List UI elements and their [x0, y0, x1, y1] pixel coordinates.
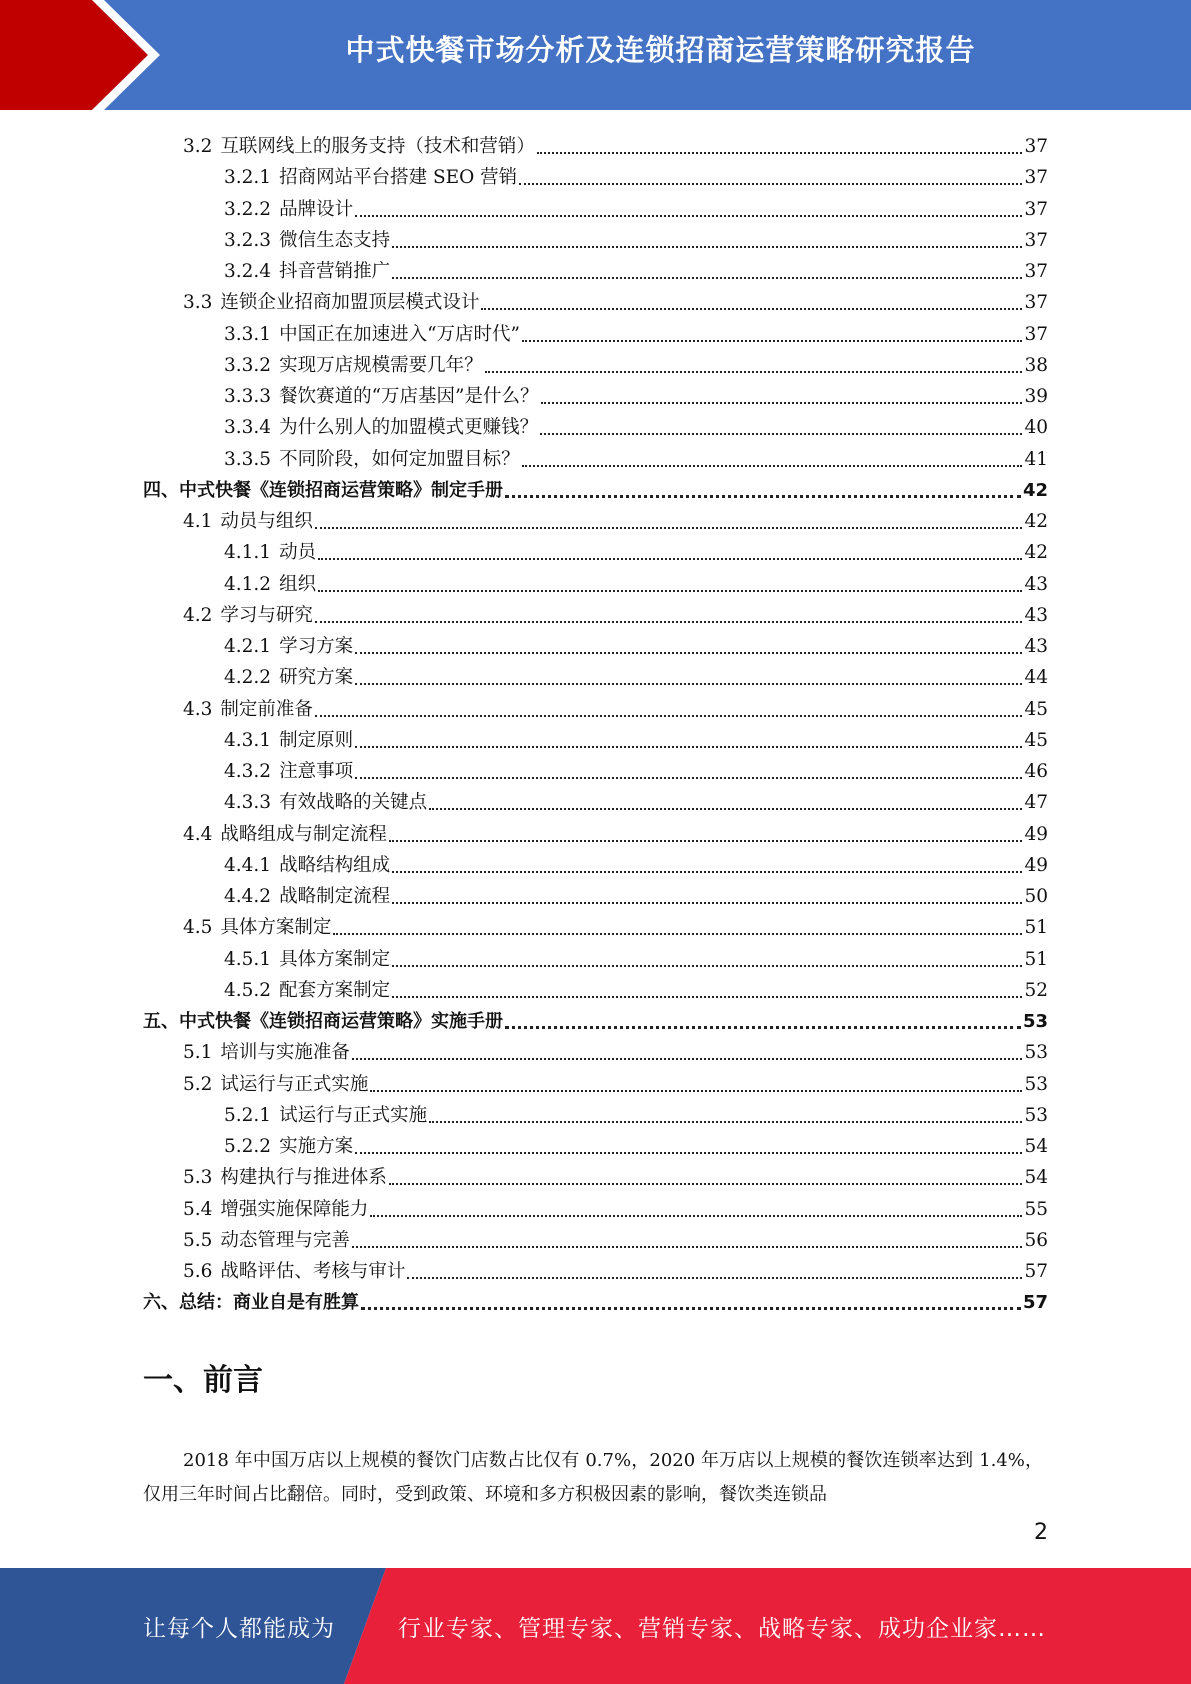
toc-entry[interactable]	[183, 503, 1048, 534]
toc-entry-title	[224, 385, 539, 409]
toc-entry[interactable]	[224, 159, 1048, 190]
toc-entry-label: 品牌设计	[279, 198, 354, 220]
toc-entry-title	[224, 573, 316, 597]
toc-entry-title	[224, 760, 353, 784]
toc-entry-number: 4.3.3	[224, 792, 272, 814]
toc-entry-label: 学习与研究	[220, 604, 313, 626]
toc-entry-title	[224, 1135, 353, 1159]
toc-entry-page: 49	[1024, 854, 1048, 876]
page-number: 2	[1034, 1520, 1048, 1545]
toc-dot-leader	[315, 527, 1023, 529]
toc-entry-label: 战略结构组成	[279, 854, 391, 876]
toc-entry[interactable]	[224, 941, 1048, 972]
toc-entry-number: 3.2.1	[224, 167, 272, 189]
toc-entry-label: 配套方案制定	[279, 979, 391, 1001]
toc-dot-leader	[505, 495, 1021, 498]
toc-entry-number: 5.2.1	[224, 1104, 272, 1126]
toc-entry-number: 3.3.4	[224, 417, 272, 439]
toc-entry-label: 餐饮赛道的“万店基因”是什么？	[279, 386, 539, 407]
toc-entry-title	[183, 510, 313, 534]
toc-entry-title	[224, 666, 353, 690]
toc-entry[interactable]	[183, 597, 1048, 628]
toc-entry-page: 53	[1024, 1104, 1048, 1126]
section-title: 一、前言	[143, 1363, 263, 1398]
toc-entry-title	[224, 979, 390, 1003]
toc-entry-label: 实施方案	[279, 1136, 354, 1157]
toc-entry-number: 5.4	[183, 1198, 213, 1220]
toc-entry-number: 4.5.2	[224, 979, 272, 1001]
toc-entry-page: 43	[1024, 573, 1048, 595]
toc-entry-number: 4.3	[183, 698, 213, 720]
toc-dot-leader	[318, 590, 1022, 592]
toc-dot-leader	[392, 902, 1022, 904]
toc-entry[interactable]	[224, 566, 1048, 597]
toc-entry-page: 51	[1024, 917, 1048, 939]
toc-dot-leader	[370, 1090, 1022, 1092]
toc-entry-title	[224, 541, 316, 565]
toc-entry-page: 54	[1024, 1167, 1048, 1189]
toc-entry-page: 43	[1024, 636, 1048, 657]
toc-entry-number: 3.2	[183, 136, 213, 157]
toc-entry-page: 37	[1024, 261, 1048, 282]
toc-entry-number: 4.1.1	[224, 542, 272, 564]
toc-entry[interactable]	[143, 1284, 1048, 1315]
toc-dot-leader	[389, 840, 1023, 842]
toc-entry-page: 37	[1024, 198, 1048, 220]
toc-dot-leader	[392, 996, 1022, 998]
toc-dot-leader	[392, 965, 1022, 967]
toc-entry-page: 42	[1024, 542, 1048, 564]
toc-entry[interactable]	[183, 1253, 1048, 1284]
toc-entry-title	[183, 1260, 405, 1284]
toc-dot-leader	[522, 340, 1022, 342]
toc-entry-label: 具体方案制定	[220, 917, 332, 939]
toc-entry-title	[224, 729, 353, 753]
toc-dot-leader	[505, 1026, 1021, 1029]
toc-entry[interactable]	[224, 722, 1048, 753]
toc-entry-number: 3.3	[183, 292, 213, 314]
toc-entry-page: 51	[1024, 948, 1048, 970]
toc-dot-leader	[481, 308, 1022, 310]
toc-entry-title	[224, 854, 390, 878]
toc-entry-number: 4.2.1	[224, 636, 272, 657]
toc-entry-title	[183, 1198, 368, 1222]
toc-entry[interactable]	[224, 191, 1048, 222]
toc-entry[interactable]	[183, 1034, 1048, 1065]
toc-entry-title	[224, 635, 353, 659]
toc-dot-leader	[361, 1307, 1021, 1310]
toc-dot-leader	[315, 715, 1023, 717]
toc-entry[interactable]	[224, 1128, 1048, 1159]
toc-entry-label: 战略评估、考核与审计	[220, 1261, 406, 1282]
toc-entry[interactable]	[224, 347, 1048, 378]
toc-entry[interactable]	[183, 128, 1048, 159]
toc-entry-label: 互联网线上的服务支持（技术和营销）	[220, 136, 535, 157]
toc-entry-label: 动态管理与完善	[220, 1229, 350, 1251]
toc-entry-page: 54	[1024, 1136, 1048, 1157]
toc-entry-page: 37	[1024, 292, 1048, 314]
toc-entry-page: 55	[1024, 1198, 1048, 1220]
toc-dot-leader	[389, 1183, 1023, 1185]
toc-entry-label: 四、中式快餐《连锁招商运营策略》制定手册	[143, 479, 503, 501]
toc-dot-leader	[392, 871, 1022, 873]
toc-entry-title	[143, 1010, 503, 1034]
toc-entry-label: 为什么别人的加盟模式更赚钱？	[279, 417, 539, 439]
toc-entry-label: 战略制定流程	[279, 886, 391, 907]
toc-dot-leader	[370, 1215, 1022, 1217]
toc-entry-label: 有效战略的关键点	[279, 792, 428, 814]
toc-entry-page: 37	[1024, 229, 1048, 251]
toc-entry[interactable]	[224, 378, 1048, 409]
toc-entry-label: 学习方案	[279, 636, 354, 657]
toc-entry-label: 动员	[279, 542, 317, 564]
toc-dot-leader	[355, 777, 1022, 779]
toc-entry-number: 5.3	[183, 1167, 213, 1189]
toc-entry-number: 4.4.2	[224, 886, 272, 907]
toc-entry[interactable]	[183, 284, 1048, 315]
toc-entry-label: 六、总结：商业自是有胜算	[143, 1292, 359, 1314]
toc-entry-page: 37	[1024, 167, 1048, 189]
toc-entry-number: 4.5.1	[224, 948, 272, 970]
toc-entry-label: 注意事项	[279, 761, 354, 782]
toc-entry-page: 45	[1024, 698, 1048, 720]
toc-entry-title	[224, 323, 520, 347]
header-title: 中式快餐市场分析及连锁招商运营策略研究报告	[345, 33, 976, 67]
toc-entry-label: 制定原则	[279, 729, 354, 751]
toc-entry-page: 37	[1024, 323, 1048, 345]
toc-entry[interactable]	[183, 816, 1048, 847]
toc-entry-title	[224, 260, 390, 284]
toc-dot-leader	[522, 465, 1023, 467]
toc-entry[interactable]	[224, 628, 1048, 659]
toc-entry[interactable]	[224, 659, 1048, 690]
footer-slogan-left: 让每个人都能成为	[143, 1616, 335, 1642]
toc-entry-title	[183, 698, 313, 722]
toc-entry-title	[224, 166, 517, 190]
toc-entry-page: 50	[1024, 886, 1048, 907]
toc-entry[interactable]	[143, 472, 1048, 503]
toc-entry-title	[224, 791, 427, 815]
toc-entry-number: 4.1.2	[224, 573, 272, 595]
toc-dot-leader	[540, 433, 1022, 435]
toc-dot-leader	[407, 1277, 1022, 1279]
toc-dot-leader	[355, 683, 1022, 685]
toc-entry[interactable]	[224, 253, 1048, 284]
toc-entry-number: 3.3.1	[224, 323, 272, 345]
page-footer	[0, 1568, 1191, 1684]
toc-entry[interactable]	[224, 878, 1048, 909]
toc-entry-number: 5.6	[183, 1261, 213, 1282]
toc-entry-page: 42	[1024, 511, 1048, 532]
toc-entry-label: 动员与组织	[220, 511, 313, 532]
toc-entry[interactable]	[224, 222, 1048, 253]
toc-entry-page: 39	[1024, 386, 1048, 407]
toc-entry-title	[183, 1229, 350, 1253]
toc-entry-label: 连锁企业招商加盟顶层模式设计	[220, 292, 480, 314]
toc-entry-number: 4.5	[183, 917, 213, 939]
toc-entry-number: 3.2.3	[224, 229, 272, 251]
toc-entry-page: 44	[1024, 667, 1048, 689]
toc-entry[interactable]	[224, 784, 1048, 815]
toc-entry-label: 制定前准备	[220, 698, 313, 720]
toc-entry-title	[224, 229, 390, 253]
toc-entry-label: 构建执行与推进体系	[220, 1167, 387, 1189]
toc-entry[interactable]	[183, 1191, 1048, 1222]
toc-dot-leader	[537, 152, 1023, 154]
toc-entry-label: 试运行与正式实施	[220, 1073, 369, 1095]
toc-entry-title	[183, 1041, 350, 1065]
toc-entry-number: 4.1	[183, 511, 213, 532]
toc-entry-title	[224, 448, 520, 472]
toc-entry[interactable]	[224, 1097, 1048, 1128]
toc-dot-leader	[485, 371, 1023, 373]
toc-entry-number: 4.2.2	[224, 667, 272, 689]
toc-entry-title	[183, 135, 535, 159]
toc-entry-title	[224, 198, 353, 222]
toc-entry-number: 4.4	[183, 823, 213, 845]
toc-entry-title	[183, 1073, 368, 1097]
toc-entry-title	[183, 604, 313, 628]
toc-dot-leader	[315, 621, 1023, 623]
toc-entry[interactable]	[143, 1003, 1048, 1034]
toc-entry-number: 3.3.5	[224, 448, 272, 470]
toc-entry-page: 49	[1024, 823, 1048, 845]
toc-entry-page: 53	[1024, 1073, 1048, 1095]
toc-dot-leader	[355, 1152, 1022, 1154]
toc-entry-number: 4.3.2	[224, 761, 272, 782]
toc-entry-page: 41	[1024, 448, 1048, 470]
toc-entry[interactable]	[224, 847, 1048, 878]
toc-entry-page: 38	[1024, 354, 1048, 376]
toc-entry[interactable]	[224, 753, 1048, 784]
toc-entry[interactable]	[183, 909, 1048, 940]
toc-entry-page: 37	[1024, 136, 1048, 157]
toc-entry-page: 57	[1024, 1261, 1048, 1282]
toc-dot-leader	[541, 402, 1023, 404]
toc-entry-label: 中国正在加速进入“万店时代”	[279, 323, 520, 345]
toc-entry-label: 实现万店规模需要几年？	[279, 354, 483, 376]
toc-entry-page: 46	[1024, 761, 1048, 782]
toc-entry[interactable]	[224, 441, 1048, 472]
toc-entry-page: 53	[1022, 1011, 1048, 1032]
toc-entry-label: 战略组成与制定流程	[220, 823, 387, 845]
toc-entry-label: 不同阶段，如何定加盟目标？	[279, 448, 520, 470]
toc-entry[interactable]	[224, 409, 1048, 440]
toc-entry-title	[224, 948, 390, 972]
toc-entry-title	[224, 1104, 427, 1128]
toc-entry-number: 5.2.2	[224, 1136, 272, 1157]
toc-entry-page: 47	[1024, 792, 1048, 814]
toc-entry-title	[183, 1166, 387, 1190]
toc-entry-label: 抖音营销推广	[279, 261, 391, 282]
toc-entry-label: 培训与实施准备	[220, 1042, 350, 1064]
toc-entry-page: 53	[1024, 1042, 1048, 1064]
toc-dot-leader	[392, 277, 1022, 279]
page-header	[0, 0, 1191, 110]
toc-entry[interactable]	[224, 972, 1048, 1003]
toc-entry-title	[183, 291, 479, 315]
toc-entry-label: 招商网站平台搭建 SEO 营销	[279, 167, 518, 189]
toc-entry-title	[224, 354, 483, 378]
toc-entry-title	[224, 885, 390, 909]
toc-entry-title	[143, 1291, 359, 1315]
toc-entry-label: 研究方案	[279, 667, 354, 689]
toc-entry-label: 具体方案制定	[279, 948, 391, 970]
toc-entry-page: 40	[1024, 417, 1048, 439]
toc-entry-number: 5.2	[183, 1073, 213, 1095]
toc-entry-page: 45	[1024, 729, 1048, 751]
toc-entry-number: 3.2.2	[224, 198, 272, 220]
toc-entry-number: 5.1	[183, 1042, 213, 1064]
toc-entry-number: 5.5	[183, 1229, 213, 1251]
toc-entry-page: 42	[1022, 479, 1048, 501]
toc-entry-label: 微信生态支持	[279, 229, 391, 251]
toc-entry[interactable]	[183, 691, 1048, 722]
body-paragraph: 2018 年中国万店以上规模的餐饮门店数占比仅有 0.7%，2020 年万店以上规模的餐饮连锁率达到 1.4%，仅用三年时间占比翻倍。同时，受到政策、环境和多方积极因素的影响，餐饮类连锁品	[143, 1450, 1043, 1505]
toc-entry-number: 3.3.2	[224, 354, 272, 376]
toc-entry-number: 3.2.4	[224, 261, 272, 282]
toc-entry-label: 试运行与正式实施	[279, 1104, 428, 1126]
toc-entry[interactable]	[183, 1066, 1048, 1097]
toc-entry-number: 3.3.3	[224, 386, 272, 407]
toc-entry-page: 57	[1022, 1292, 1048, 1314]
toc-dot-leader	[355, 746, 1022, 748]
toc-entry-page: 56	[1024, 1229, 1048, 1251]
toc-entry[interactable]	[224, 534, 1048, 565]
toc-entry-label: 五、中式快餐《连锁招商运营策略》实施手册	[143, 1011, 503, 1032]
toc-dot-leader	[392, 246, 1022, 248]
toc-dot-leader	[318, 558, 1022, 560]
toc-dot-leader	[355, 215, 1022, 217]
footer-slogan-right: 行业专家、管理专家、营销专家、战略专家、成功企业家……	[398, 1616, 1046, 1642]
toc-entry-page: 43	[1024, 604, 1048, 626]
toc-entry-title	[183, 823, 387, 847]
toc-entry-number: 4.2	[183, 604, 213, 626]
toc-entry[interactable]	[183, 1222, 1048, 1253]
toc-entry[interactable]	[224, 316, 1048, 347]
toc-dot-leader	[333, 933, 1022, 935]
toc-entry-title	[143, 479, 503, 503]
toc-dot-leader	[355, 652, 1022, 654]
toc-dot-leader	[352, 1246, 1023, 1248]
toc-entry-page: 52	[1024, 979, 1048, 1001]
toc-entry[interactable]	[183, 1159, 1048, 1190]
toc-dot-leader	[352, 1058, 1023, 1060]
toc-entry-label: 组织	[279, 573, 317, 595]
toc-dot-leader	[429, 808, 1022, 810]
toc-entry-number: 4.3.1	[224, 729, 272, 751]
toc-entry-label: 增强实施保障能力	[220, 1198, 369, 1220]
toc-entry-number: 4.4.1	[224, 854, 272, 876]
toc-dot-leader	[519, 183, 1022, 185]
toc-entry-title	[224, 416, 538, 440]
toc-dot-leader	[429, 1121, 1022, 1123]
toc-entry-title	[183, 916, 331, 940]
